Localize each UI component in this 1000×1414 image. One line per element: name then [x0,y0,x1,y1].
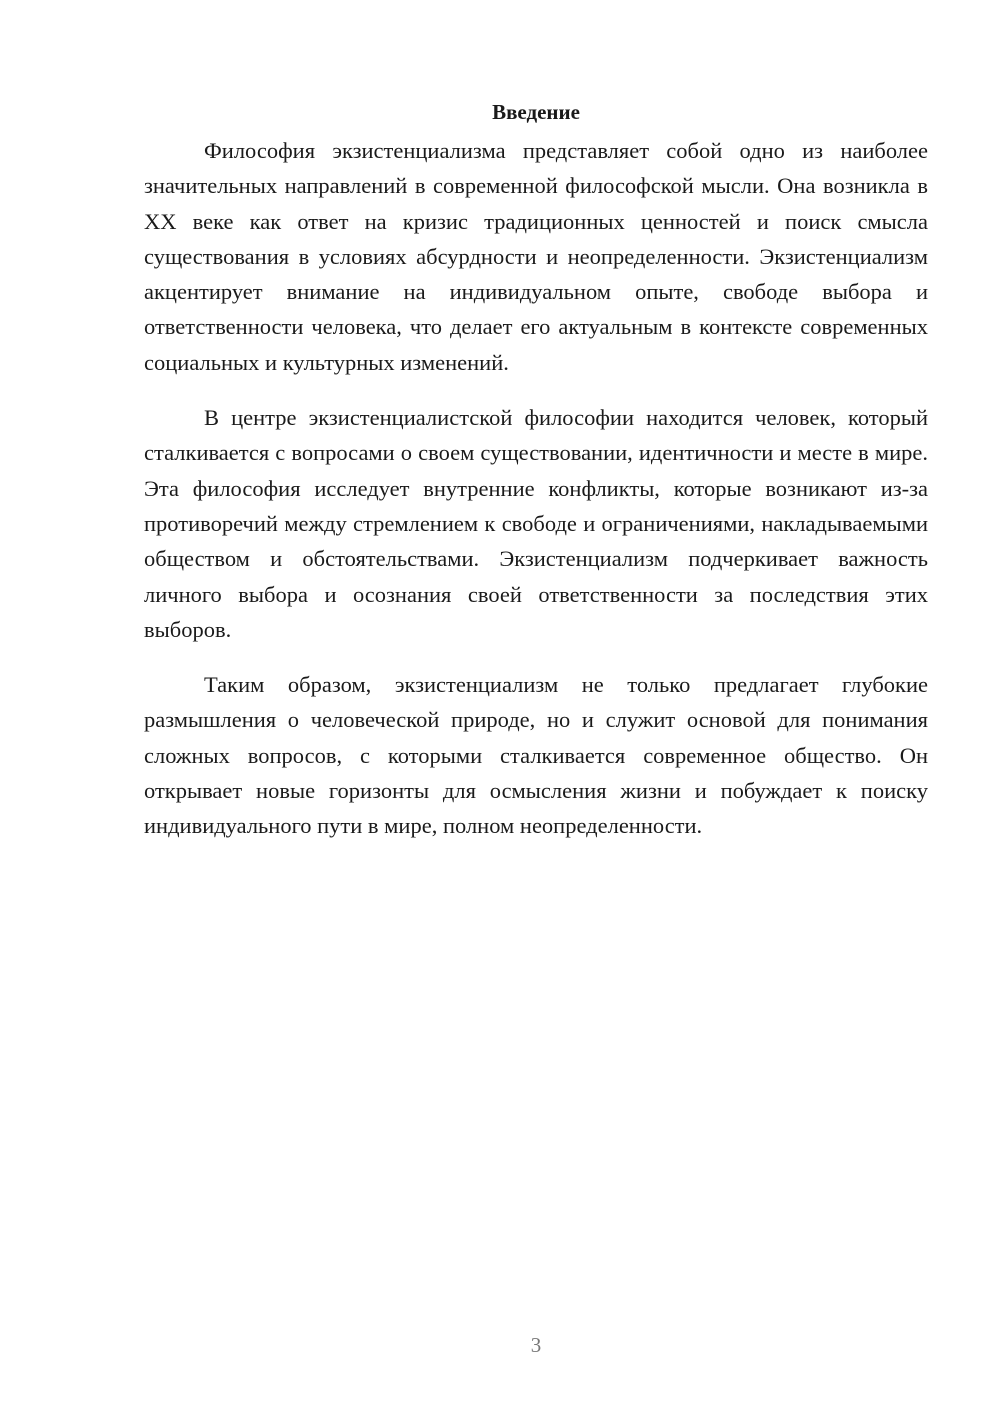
paragraph-1: Философия экзистенциализма представляет собой одно из наиболее значительных направлений в современной философской мысли. Она возникла в XX веке как ответ на кризис традиционных ценностей и поиск смысла существования в условиях абсурдности и неопределенности. Экзистенциализм акцентирует внимание на индивидуальном опыте, свободе выбора и ответственности человека, что делает его актуальным в контексте современных социальных и культурных изменений. [144,138,928,375]
section-title: Введение [492,100,580,124]
page-content [144,97,928,864]
paragraph-2: В центре экзистенциалистской философии находится человек, который сталкивается с вопросами о своем существовании, идентичности и месте в мире. Эта философия исследует внутренние конфликты, которые возникают из-за противоречий между стремлением к свободе и ограничениями, накладываемыми обществом и обстоятельствами. Экзистенциализм подчеркивает важность личного выбора и осознания своей ответственности за последствия этих выборов. [144,405,928,642]
page-number: 3 [530,1333,542,1357]
paragraph-3: Таким образом, экзистенциализм не только предлагает глубокие размышления о человеческой природе, но и служит основой для понимания сложных вопросов, с которыми сталкивается современное общество. Он открывает новые горизонты для осмысления жизни и побуждает к поиску индивидуального пути в мире, полном неопределенности. [144,672,928,839]
